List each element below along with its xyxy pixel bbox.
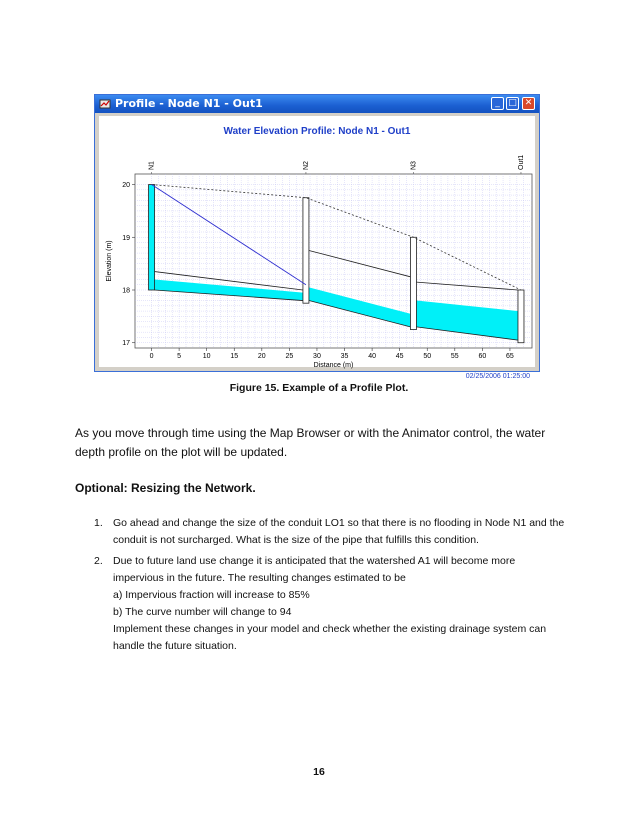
chart-title: Water Elevation Profile: Node N1 - Out1 bbox=[223, 126, 411, 137]
list-line: Due to future land use change it is anticipated that the watershed A1 will become more bbox=[113, 555, 516, 567]
window-titlebar[interactable] bbox=[95, 95, 539, 113]
list-number: 1. bbox=[94, 517, 103, 529]
figure-caption: Figure 15. Example of a Profile Plot. bbox=[229, 382, 409, 394]
x-tick-label: 65 bbox=[506, 353, 514, 360]
x-tick-label: 0 bbox=[149, 353, 154, 360]
body-paragraph: As you move through time using the Map Browser or with the Animator control, the water depth profile on the plot will be updated. bbox=[75, 426, 546, 459]
x-tick-label: 60 bbox=[478, 353, 487, 360]
close-icon: ✕ bbox=[524, 98, 533, 108]
node-label: N3 bbox=[410, 161, 418, 170]
list-number: 2. bbox=[94, 555, 103, 567]
x-axis-label: Distance (m) bbox=[313, 362, 354, 369]
x-tick-label: 30 bbox=[313, 353, 321, 360]
list-line: b) The curve number will change to 94 bbox=[113, 606, 292, 618]
x-tick-label: 55 bbox=[450, 353, 459, 360]
list-line: Implement these changes in your model and check whether the existing drainage system can bbox=[113, 623, 547, 635]
x-tick-label: 45 bbox=[395, 353, 404, 360]
node-label: Out1 bbox=[517, 154, 525, 170]
node-manhole bbox=[149, 185, 155, 290]
x-tick-label: 50 bbox=[423, 353, 432, 360]
x-tick-label: 15 bbox=[230, 353, 239, 360]
x-tick-label: 40 bbox=[368, 353, 376, 360]
node-manhole bbox=[518, 290, 524, 343]
profile-chart bbox=[99, 116, 535, 380]
node-label: N2 bbox=[302, 161, 310, 170]
timestamp-label: 02/25/2006 01:25:00 bbox=[465, 373, 530, 380]
list-line: impervious in the future. The resulting changes estimated to be bbox=[113, 572, 406, 584]
y-tick-label: 19 bbox=[122, 234, 130, 242]
minimize-button[interactable] bbox=[491, 97, 504, 110]
x-tick-label: 10 bbox=[202, 353, 211, 360]
y-axis-label: Elevation (m) bbox=[106, 240, 113, 282]
list-line: a) Impervious fraction will increase to 85% bbox=[113, 589, 310, 601]
profile-window bbox=[94, 94, 540, 380]
window-title: Profile - Node N1 - Out1 bbox=[115, 97, 263, 110]
node-manhole bbox=[303, 198, 309, 303]
x-tick-label: 20 bbox=[257, 353, 266, 360]
node-label: N1 bbox=[148, 161, 156, 170]
x-tick-label: 25 bbox=[285, 353, 294, 360]
plot-panel bbox=[99, 116, 535, 380]
node-manhole bbox=[410, 237, 416, 329]
minimize-icon: _ bbox=[495, 98, 500, 108]
section-heading: Optional: Resizing the Network. bbox=[75, 481, 256, 495]
list-line: Go ahead and change the size of the conduit LO1 so that there is no flooding in Node N1 and the bbox=[113, 517, 565, 529]
list-line: handle the future situation. bbox=[113, 640, 237, 652]
x-tick-label: 35 bbox=[340, 353, 349, 360]
x-tick-label: 5 bbox=[177, 353, 182, 360]
y-tick-label: 17 bbox=[122, 340, 130, 348]
page-number: 16 bbox=[313, 766, 325, 778]
close-button[interactable] bbox=[522, 97, 535, 110]
maximize-icon: □ bbox=[508, 98, 517, 108]
maximize-button[interactable] bbox=[506, 97, 519, 110]
y-tick-label: 20 bbox=[122, 182, 130, 190]
app-icon bbox=[99, 98, 111, 110]
list-line: conduit is not surcharged. What is the size of the pipe that fulfills this condition. bbox=[113, 534, 479, 546]
y-tick-label: 18 bbox=[122, 287, 130, 295]
